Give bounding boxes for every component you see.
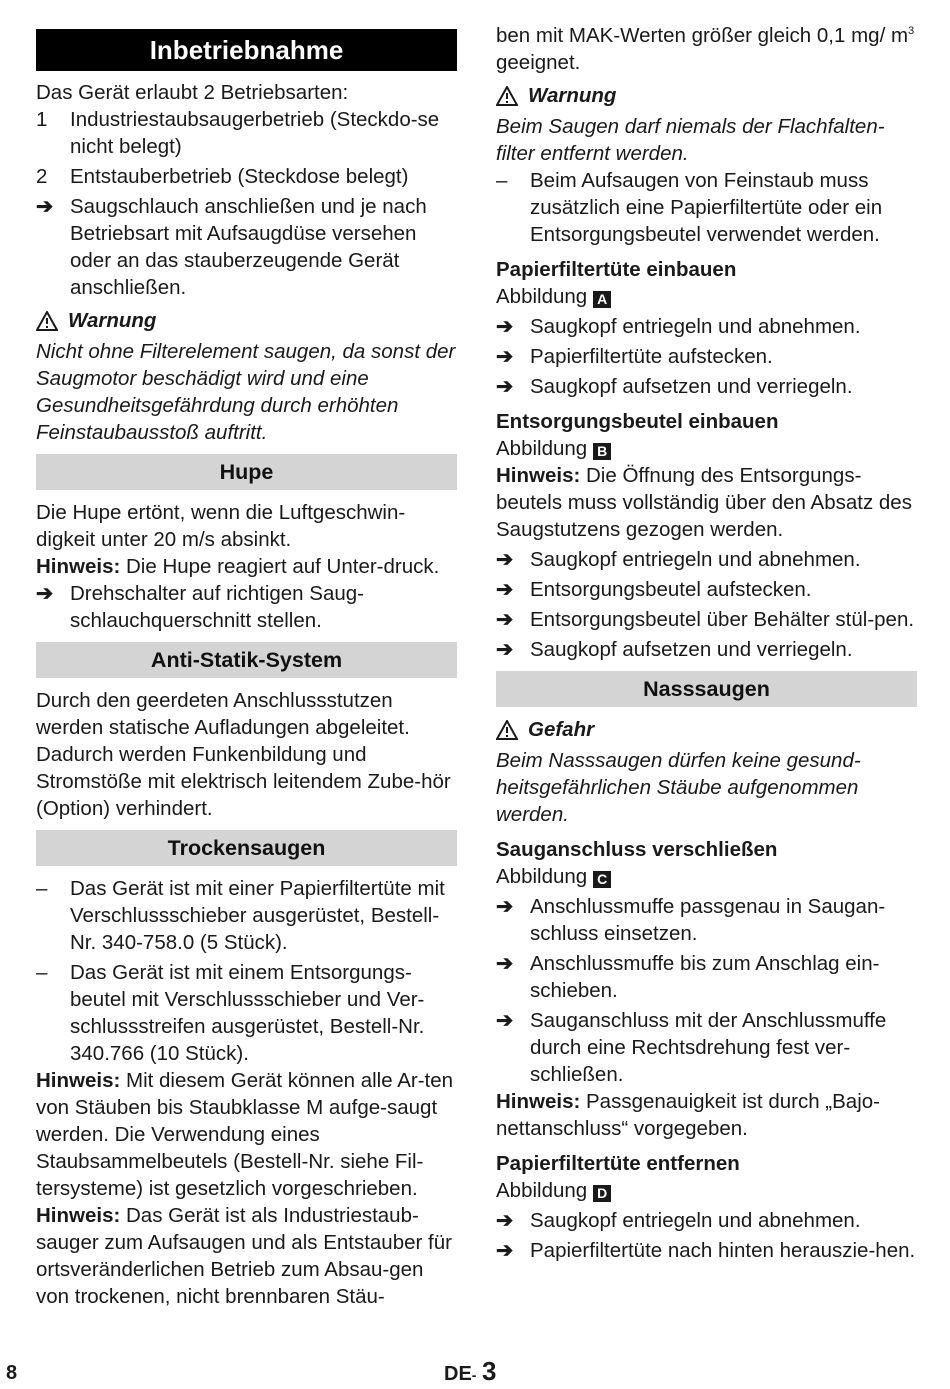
arrow-icon: ➔ (496, 638, 514, 661)
step-text: Sauganschluss mit der Anschlussmuffe durch eine Rechtsdrehung fest ver-schließen. (530, 1009, 887, 1086)
dash-item (36, 959, 457, 1067)
subheading-papierfilter-entfernen: Papierfiltertüte entfernen (496, 1152, 740, 1175)
page-number: 8 (6, 1362, 18, 1384)
arrow-icon: ➔ (496, 608, 514, 631)
hupe-text: Die Hupe ertönt, wenn die Luftgeschwin-digkeit unter 20 m/s absinkt. (36, 501, 406, 551)
dash-text: Das Gerät ist mit einem Entsorgungs-beutel mit Verschlussschieber und Ver-schlussstreifen ausgerüstet, Bestell-Nr. 340.766 (10 Stück). (70, 961, 425, 1065)
warning-text: Beim Saugen darf niemals der Flachfalten-filter entfernt werden. (496, 115, 885, 165)
step-connect-hose (36, 193, 457, 301)
warning-heading (36, 307, 457, 334)
hint-label: Hinweis: (36, 555, 121, 578)
mode-number: 2 (36, 165, 48, 188)
warning-triangle-icon (496, 720, 518, 740)
step-text: Papierfiltertüte aufstecken. (530, 345, 773, 368)
hint-text: Die Hupe reagiert auf Unter-druck. (126, 555, 440, 578)
hint-text: Die Öffnung des Entsorgungs-beutels muss vollständig über den Absatz des Saugstutzens gezogen werden. (496, 464, 912, 541)
hint-opening (496, 462, 917, 543)
step-text: Entsorgungsbeutel aufstecken. (530, 578, 812, 601)
section-title-inbetriebnahme: Inbetriebnahme (36, 29, 457, 71)
section-title-trockensaugen: Trockensaugen (36, 830, 457, 866)
step-text: Anschlussmuffe bis zum Anschlag ein-schieben. (530, 952, 880, 1002)
section-title-anti-statik: Anti-Statik-System (36, 642, 457, 678)
local-page-number: 3 (482, 1356, 497, 1386)
figure-ref (496, 435, 917, 462)
figure-ref (496, 1177, 917, 1204)
dash-text: Das Gerät ist mit einer Papierfiltertüte mit Verschlussschieber ausgerüstet, Bestell-Nr. 340-758.0 (5 Stück). (70, 877, 445, 954)
mode-item-1 (36, 106, 457, 160)
warning-text: Nicht ohne Filterelement saugen, da sonst der Saugmotor beschädigt wird und eine Gesundheitsgefährdung durch erhöhten Feinstaubausstoß auftritt. (36, 340, 456, 444)
subheading-papierfilter-einbauen: Papierfiltertüte einbauen (496, 258, 737, 281)
warning-title: Warnung (528, 84, 617, 107)
step-text: Entsorgungsbeutel über Behälter stül-pen. (530, 608, 915, 631)
subheading-sauganschluss: Sauganschluss verschließen (496, 838, 778, 861)
section-title-nasssaugen: Nasssaugen (496, 671, 917, 707)
hint-text: Das Gerät ist als Industriestaub-sauger zum Aufsaugen und als Entstauber für ortsveränderlichen Betrieb zum Absau-gen von trockenen, nicht brennbaren Stäu- (36, 1204, 452, 1308)
figure-ref (496, 283, 917, 310)
step (496, 343, 917, 370)
step (496, 636, 917, 663)
danger-text: Beim Nasssaugen dürfen keine gesund-heitsgefährlichen Stäube aufgenommen werden. (496, 749, 861, 826)
arrow-icon: ➔ (36, 582, 54, 605)
step-text: Saugkopf entriegeln und abnehmen. (530, 1209, 861, 1232)
arrow-icon: ➔ (496, 1209, 514, 1232)
hint-industrial (36, 1202, 457, 1310)
arrow-icon: ➔ (496, 1239, 514, 1262)
arrow-icon: ➔ (496, 578, 514, 601)
hupe-hint (36, 553, 457, 580)
step (496, 373, 917, 400)
step (496, 893, 917, 947)
hint-text: Mit diesem Gerät können alle Ar-ten von Stäuben bis Staubklasse M aufge-saugt werden. Die Verwendung eines Staubsammelbeutels (Bestell-Nr. siehe Fil-tersysteme) ist gesetzlich vorgeschrieben. (36, 1069, 454, 1200)
arrow-icon: ➔ (496, 952, 514, 975)
step-text: Saugkopf aufsetzen und verriegeln. (530, 375, 853, 398)
intro-text: Das Gerät erlaubt 2 Betriebsarten: (36, 81, 349, 104)
left-column (36, 29, 457, 1310)
step-text: Saugschlauch anschließen und je nach Betriebsart mit Aufsaugdüse versehen oder an das stauberzeugende Gerät anschließen. (70, 195, 427, 299)
figure-ref (496, 863, 917, 890)
step (496, 1237, 917, 1264)
step-text: Anschlussmuffe passgenau in Saugan-schluss einsetzen. (530, 895, 886, 945)
continued-text-end: geeignet. (496, 51, 581, 74)
arrow-icon: ➔ (36, 195, 54, 218)
mode-text: Entstauberbetrieb (Steckdose belegt) (70, 165, 409, 188)
arrow-icon: ➔ (496, 895, 514, 918)
figure-letter-badge: B (593, 443, 611, 460)
dash-mark: – (496, 169, 508, 192)
continued-text (496, 22, 917, 76)
figure-letter-badge: A (593, 291, 611, 308)
dash-item (496, 167, 917, 248)
hint-label: Hinweis: (496, 1090, 581, 1113)
mode-text: Industriestaubsaugerbetrieb (Steckdo-se nicht belegt) (70, 108, 440, 158)
section-title-hupe: Hupe (36, 454, 457, 490)
continued-text-main: ben mit MAK-Werten größer gleich 0,1 mg/ m (496, 24, 909, 47)
step (496, 606, 917, 633)
dash-text: Beim Aufsaugen von Feinstaub muss zusätzlich eine Papierfiltertüte oder ein Entsorgungsbeutel verwendet werden. (530, 169, 883, 246)
page-separator: - (471, 1367, 477, 1383)
danger-heading (496, 716, 917, 743)
step-text: Saugkopf aufsetzen und verriegeln. (530, 638, 853, 661)
warning-triangle-icon (36, 311, 58, 331)
figure-letter-badge: C (593, 871, 611, 888)
step-rotary-switch (36, 580, 457, 634)
step (496, 1207, 917, 1234)
step (496, 950, 917, 1004)
step-text: Drehschalter auf richtigen Saug-schlauchquerschnitt stellen. (70, 582, 364, 632)
step-text: Papierfiltertüte nach hinten herauszie-hen. (530, 1239, 916, 1262)
step (496, 313, 917, 340)
right-column (496, 22, 917, 1264)
mode-item-2 (36, 163, 457, 190)
step (496, 546, 917, 573)
hint-label: Hinweis: (496, 464, 581, 487)
dash-mark: – (36, 961, 48, 984)
hint-label: Hinweis: (36, 1204, 121, 1227)
figure-label: Abbildung (496, 285, 588, 308)
figure-label: Abbildung (496, 1179, 588, 1202)
step-text: Saugkopf entriegeln und abnehmen. (530, 315, 861, 338)
arrow-icon: ➔ (496, 548, 514, 571)
language-code: DE (444, 1363, 472, 1385)
arrow-icon: ➔ (496, 315, 514, 338)
figure-label: Abbildung (496, 437, 588, 460)
hint-text: Passgenauigkeit ist durch „Bajo-nettanschluss“ vorgegeben. (496, 1090, 880, 1140)
dash-mark: – (36, 877, 48, 900)
hint-label: Hinweis: (36, 1069, 121, 1092)
step (496, 1007, 917, 1088)
warning-heading (496, 82, 917, 109)
arrow-icon: ➔ (496, 345, 514, 368)
hint-bayonet (496, 1088, 917, 1142)
subheading-entsorgungsbeutel-einbauen: Entsorgungsbeutel einbauen (496, 410, 779, 433)
anti-statik-text: Durch den geerdeten Anschlussstutzen werden statische Aufladungen abgeleitet. Dadurch werden Funkenbildung und Stromstöße mit elektrisch leitendem Zube-hör (Option) verhindert. (36, 689, 451, 820)
warning-triangle-icon (496, 86, 518, 106)
hint-dust-class (36, 1067, 457, 1202)
superscript: 3 (908, 25, 915, 38)
mode-number: 1 (36, 108, 48, 131)
arrow-icon: ➔ (496, 1009, 514, 1032)
figure-label: Abbildung (496, 865, 588, 888)
language-page-label (444, 1358, 497, 1389)
arrow-icon: ➔ (496, 375, 514, 398)
warning-title: Warnung (68, 309, 157, 332)
figure-letter-badge: D (593, 1185, 611, 1202)
danger-title: Gefahr (528, 718, 595, 741)
dash-item (36, 875, 457, 956)
step-text: Saugkopf entriegeln und abnehmen. (530, 548, 861, 571)
step (496, 576, 917, 603)
